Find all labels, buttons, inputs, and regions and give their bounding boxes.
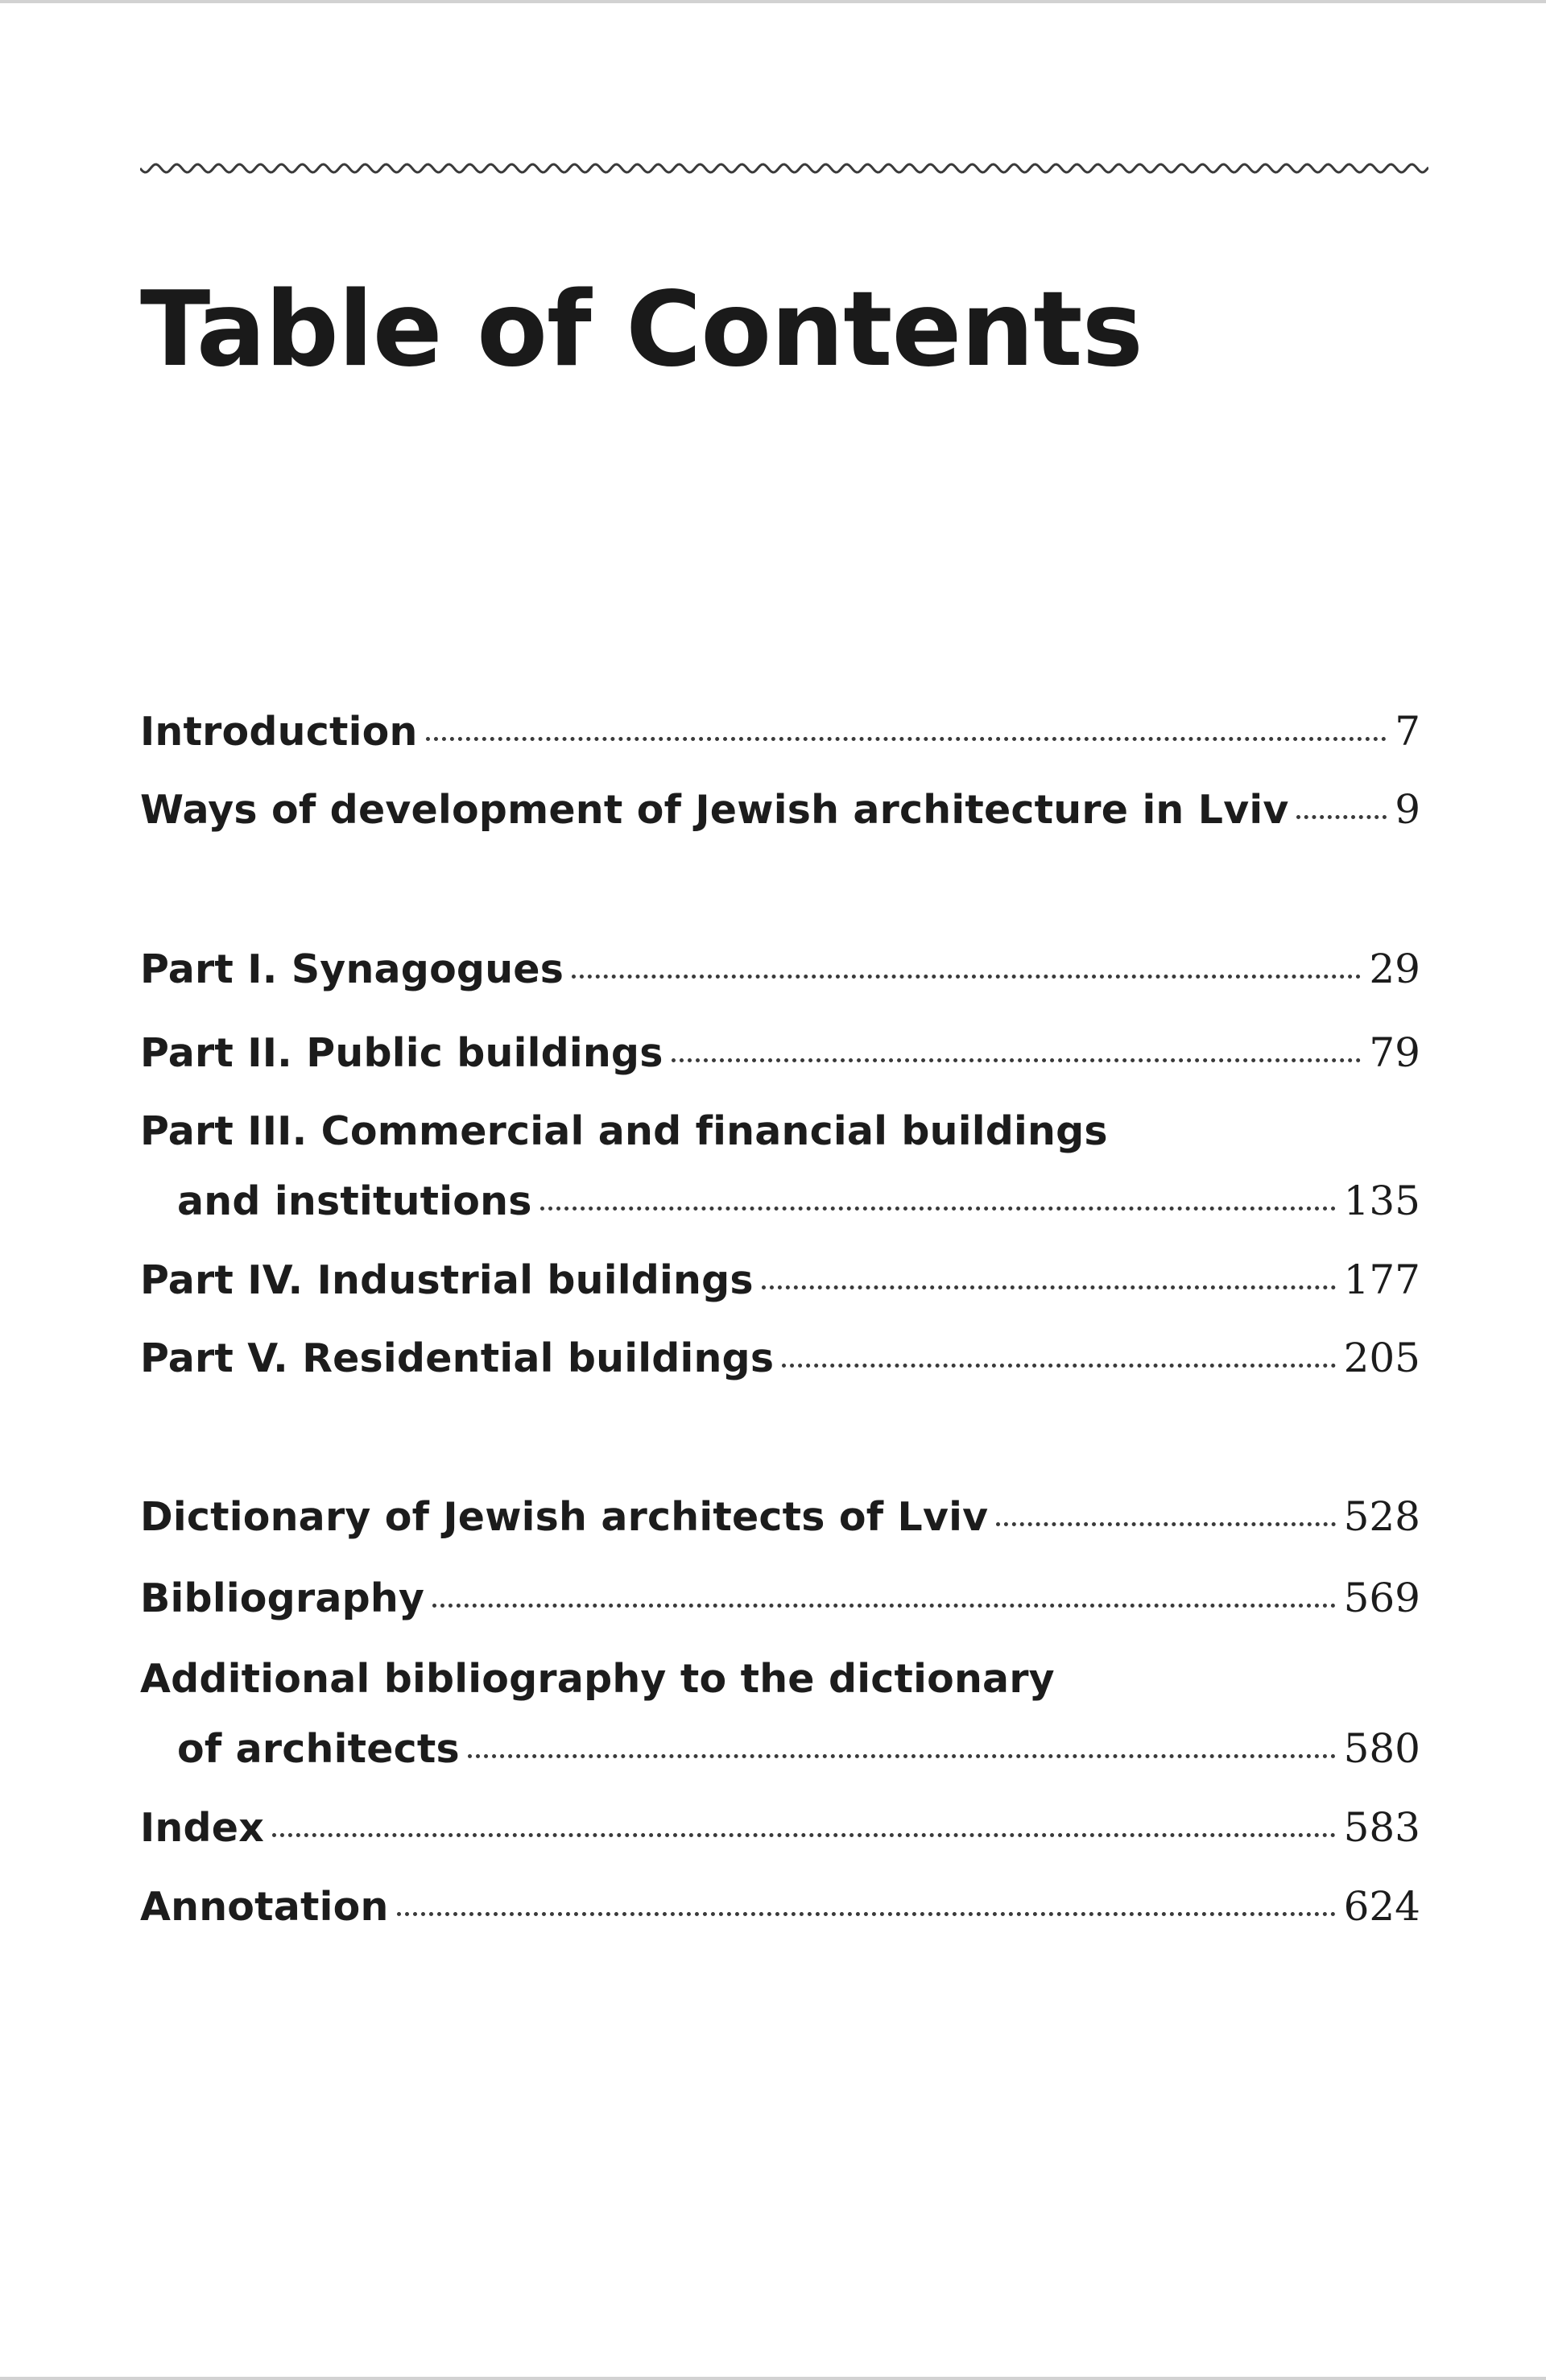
- toc-page-number: 135: [1343, 1178, 1420, 1224]
- toc-page-number: 177: [1343, 1256, 1420, 1303]
- toc-entry-label: and institutions: [177, 1178, 532, 1224]
- toc-entry-bibliography[interactable]: [140, 1574, 1420, 1622]
- toc-entry-additional-bibliography-first-line[interactable]: Additional bibliography to the dictionary: [140, 1656, 1055, 1702]
- toc-page-number: 583: [1343, 1804, 1420, 1851]
- toc-entry-part-1[interactable]: [140, 945, 1420, 993]
- toc-page-number: 624: [1343, 1883, 1420, 1930]
- toc-page-number: 9: [1395, 786, 1420, 833]
- dot-leader: [782, 1364, 1335, 1368]
- dot-leader: [397, 1912, 1336, 1916]
- toc-entry-label: Dictionary of Jewish architects of Lviv: [140, 1494, 989, 1540]
- toc-entry-label: of architects: [177, 1726, 460, 1772]
- toc-page-number: 528: [1343, 1493, 1420, 1540]
- toc-page-number: 580: [1343, 1725, 1420, 1772]
- toc-entry-label: Annotation: [140, 1884, 389, 1930]
- dot-leader: [996, 1522, 1335, 1526]
- toc-entry-label: Part II. Public buildings: [140, 1030, 663, 1076]
- toc-entry-additional-bibliography[interactable]: [140, 1724, 1420, 1773]
- toc-entry-label: Ways of development of Jewish architecture in Lviv: [140, 787, 1289, 833]
- toc-entry-annotation[interactable]: [140, 1882, 1420, 1931]
- toc-entry-part-2[interactable]: [140, 1029, 1420, 1077]
- toc-entry-part-5[interactable]: [140, 1334, 1420, 1382]
- dot-leader: [272, 1833, 1336, 1837]
- toc-entry-label: Index: [140, 1805, 265, 1851]
- toc-entry-label: Part I. Synagogues: [140, 946, 564, 992]
- dot-leader: [762, 1285, 1336, 1289]
- dot-leader: [572, 975, 1361, 979]
- toc-entry-part-3[interactable]: [140, 1177, 1420, 1225]
- toc-entry-dictionary[interactable]: [140, 1492, 1420, 1541]
- toc-entry-ways-of-development[interactable]: [140, 785, 1420, 834]
- toc-entry-part-3-first-line[interactable]: Part III. Commercial and financial buildings: [140, 1108, 1108, 1154]
- toc-page-number: 7: [1395, 708, 1420, 755]
- toc-page-number: 205: [1343, 1335, 1420, 1381]
- toc-entry-part-4[interactable]: [140, 1256, 1420, 1304]
- toc-entry-label: Part V. Residential buildings: [140, 1335, 775, 1381]
- toc-entry-introduction[interactable]: [140, 707, 1420, 755]
- page-title: Table of Contents: [140, 270, 1143, 390]
- dot-leader: [468, 1754, 1336, 1758]
- dot-leader: [672, 1058, 1362, 1062]
- dot-leader: [426, 737, 1387, 741]
- toc-entry-label: Part IV. Industrial buildings: [140, 1257, 754, 1303]
- toc-page-number: 29: [1369, 946, 1420, 992]
- toc-entry-label: Bibliography: [140, 1575, 425, 1621]
- toc-entry-index[interactable]: [140, 1803, 1420, 1852]
- dot-leader: [540, 1207, 1336, 1211]
- dot-leader: [432, 1604, 1335, 1608]
- toc-page-number: 569: [1343, 1575, 1420, 1621]
- table-of-contents: [140, 0, 1420, 2380]
- page-bottom-border: [0, 2377, 1546, 2380]
- toc-entry-label: Introduction: [140, 709, 418, 755]
- toc-page-number: 79: [1369, 1029, 1420, 1076]
- dot-leader: [1296, 815, 1387, 819]
